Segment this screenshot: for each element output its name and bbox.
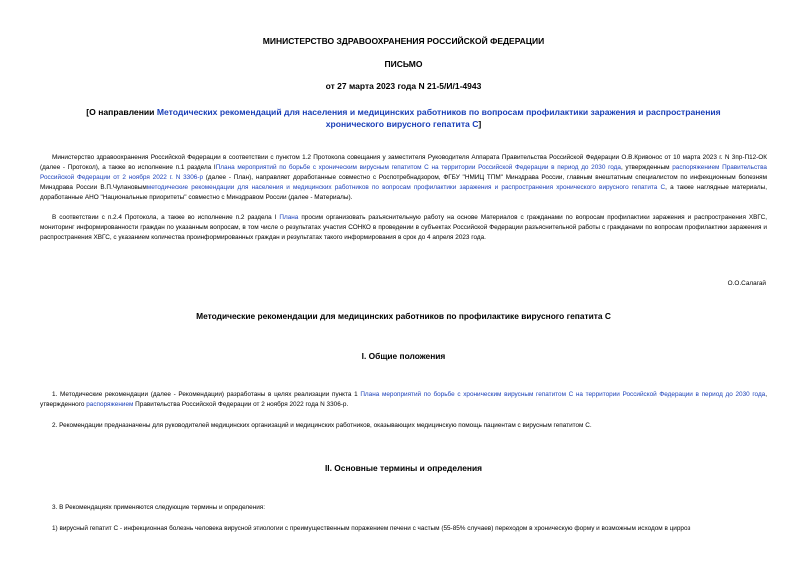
para1-text-4: , а также наглядные материалы, доработанные АНО "Национальные приоритеты" совместно с Минздравом России (далее - Материалы). [40, 184, 768, 201]
subject-open: [О направлении [86, 107, 157, 117]
plan-link-short[interactable]: Плана [279, 214, 299, 221]
body-paragraph-2 [40, 213, 767, 243]
plan-link[interactable]: Плана мероприятий по борьбе с хроническим вирусным гепатитом С на территории Российской Федерации в период до 2030 года [215, 164, 621, 171]
item1-text-2: , утвержденного [40, 391, 768, 408]
para2-text-2: просим организовать разъяснительную работу на основе Материалов с гражданами по вопросам профилактики заражения и распространения ХВГС, мониторинг информированности граждан по указанным вопросам, в том числе о результатах участия СОНКО в проведении в субъектах Российской Федерации разъяснительной работы с гражданами по вопросам профилактики заражения и распространения ХВГС, с указанием количества проинформированных граждан и результатах такого информирования в срок до 4 апреля 2023 года. [40, 214, 767, 241]
recommendations-title: Методические рекомендации для медицинских работников по профилактике вирусного гепатита С [196, 311, 611, 321]
para2-text-1: В соответствии с п.2.4 Протокола, а также во исполнение п.2 раздела I [52, 214, 280, 221]
item-4: 1) вирусный гепатит С - инфекционная болезнь человека вирусной этиологии с преимущественным поражением печени с частым (55-85% случаев) переходом в хроническую форму и возможным исходом в цирроз [52, 525, 691, 532]
subject-close: ] [478, 119, 482, 129]
ministry-heading: МИНИСТЕРСТВО ЗДРАВООХРАНЕНИЯ РОССИЙСКОЙ ФЕДЕРАЦИИ [262, 36, 545, 46]
body-paragraph-1 [40, 153, 767, 203]
item-3: 3. В Рекомендациях применяются следующие термины и определения: [52, 504, 266, 511]
item1-decree-link[interactable]: распоряжением [86, 401, 134, 408]
item1-text-3: Правительства Российской Федерации от 2 ноября 2022 года N 3306-р. [133, 401, 349, 408]
para1-text-1: Министерство здравоохранения Российской Федерации в соответствии с пунктом 1.2 Протокола совещания у заместителя Руководителя Аппарата Правительства Российской Федерации О.В.Кривонос от 10 марта 2023 г. N 3пр-П12-ОК (далее - Протокол), а также во исполнение п.1 раздела I [40, 154, 767, 171]
subject-link[interactable]: Методических рекомендаций для населения и медицинских работников по вопросам профилактики заражения и распространения хронического вирусного гепатита С [156, 107, 721, 129]
document-date-number: от 27 марта 2023 года N 21-5/И/1-4943 [325, 81, 482, 91]
item1-text-1: 1. Методические рекомендации (далее - Рекомендации) разработаны в целях реализации пункта 1 [52, 391, 361, 398]
decree-link[interactable]: распоряжением Правительства Российской Федерации от 2 ноября 2022 г. N 3306-р [40, 164, 767, 181]
section-1-title: I. Общие положения [361, 351, 446, 361]
para1-text-2: , утвержденным [620, 164, 673, 171]
item-1 [40, 390, 767, 410]
guidelines-link[interactable]: методические рекомендации для населения и медицинских работников по вопросам профилактики заражения и распространения хронического вирусного гепатита С [146, 184, 666, 191]
item-2: 2. Рекомендации предназначены для руководителей медицинских организаций и медицинских работников, оказывающих медицинскую помощь пациентам с вирусным гепатитом С. [52, 422, 592, 429]
item1-plan-link[interactable]: Плана мероприятий по борьбе с хроническим вирусным гепатитом С на территории Российской Федерации в период до 2030 года [360, 391, 766, 398]
para1-text-3: (далее - План), направляет доработанные совместно с Роспотребнадзором, ФГБУ "НМИЦ ТПМ" Минздрава России, главным внештатным специалистом по инфекционным болезням Минздрава России В.П.Чулановым [40, 174, 767, 191]
document-type: ПИСЬМО [384, 59, 423, 69]
document-subject [70, 106, 737, 130]
section-2-title: II. Основные термины и определения [324, 463, 482, 473]
signature: О.О.Салагай [727, 280, 766, 287]
